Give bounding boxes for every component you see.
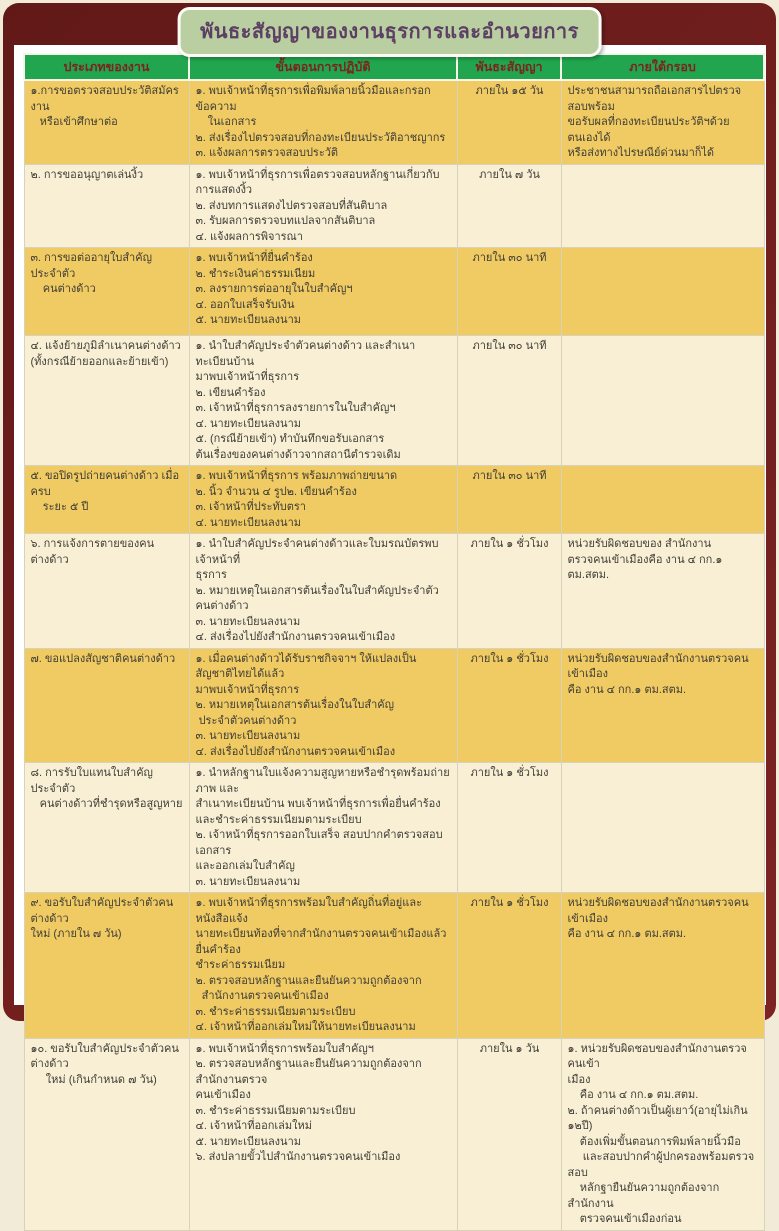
work-type-cell	[24, 1038, 189, 1230]
procedure-cell	[189, 1038, 457, 1230]
cell-line: ๔. เจ้าหน้าที่ออกเล่มใหม่ให้นายทะเบียนลงนาม	[195, 1021, 416, 1033]
table-body	[24, 80, 764, 1230]
framework-cell	[561, 248, 764, 336]
cell-line: ภายใน ๗ วัน	[479, 168, 540, 181]
cell-line: ๕. นายทะเบียนลงนาม	[195, 314, 302, 326]
cell-line: ๕. ขอปิดรูปถ่ายคนต่างด้าว เมื่อครบ	[30, 470, 180, 498]
cell-line: คือ งาน ๔ กก.๑ ตม.สตม.	[567, 1089, 699, 1101]
framework-cell	[561, 336, 764, 466]
column-header-work-type: ประเภทของงาน	[24, 54, 189, 80]
cell-line: ๑. นำหลักฐานใบแจ้งความสูญหายหรือชำรุดพร้อมถ่ายภาพ และ	[195, 767, 450, 795]
cell-line: ๓. รับผลการตรวจบทแปลจากสันติบาล	[195, 215, 376, 227]
cell-line: ในเอกสาร	[195, 116, 257, 128]
procedure-cell	[189, 466, 457, 534]
cell-line: หรือเข้าศึกษาต่อ	[30, 116, 118, 128]
procedure-cell	[189, 534, 457, 649]
procedure-cell	[189, 80, 457, 164]
cell-line: ๒. ตรวจสอบหลักฐานและยืนยันความถูกต้องจาก	[195, 974, 422, 987]
framework-cell	[561, 80, 764, 164]
cell-line: ๘. การรับใบแทนใบสำคัญประจำตัว	[30, 767, 153, 795]
cell-line: ๖. การแจ้งการตายของคนต่างด้าว	[30, 538, 155, 566]
procedure-cell	[189, 893, 457, 1039]
cell-line: คนต่างด้าวที่ชำรุดหรือสูญหาย	[30, 798, 183, 810]
cell-line: ภายใน ๓๐ นาที	[472, 340, 547, 352]
cell-line: (ทั้งกรณีย้ายออกและย้ายเข้า)	[30, 355, 169, 368]
cell-line: สำเนาทะเบียนบ้าน พบเจ้าหน้าที่ธุรการเพื่อยื่นคำร้อง	[195, 798, 441, 810]
cell-line: ๒. ถ้าคนต่างด้าวเป็นผู้เยาว์(อายุไม่เกิน ๑๒ปี)	[567, 1104, 751, 1132]
table-row	[24, 80, 764, 164]
cell-line: ๗. ขอแปลงสัญชาติคนต่างด้าว	[30, 652, 176, 665]
cell-line: ๑. พบเจ้าหน้าที่ธุรการเพื่อตรวจสอบหลักฐานเกี่ยวกับการแสดงงิ้ว	[195, 168, 440, 196]
table-row	[24, 336, 764, 466]
cell-line: ภายใน ๑ ชั่วโมง	[470, 652, 549, 665]
cell-line: ๒. เจ้าหน้าที่ธุรการออกใบเสร็จ สอบปากคำตรวจสอบเอกสาร	[195, 829, 443, 857]
cell-line: ๔. ออกใบเสร็จรับเงิน	[195, 298, 295, 311]
commitment-cell	[457, 80, 561, 164]
work-type-cell	[24, 248, 189, 336]
cell-line: ๑. หน่วยรับผิดชอบของสำนักงานตรวจคนเข้า	[567, 1042, 747, 1070]
cell-line: และสอบปากคำผู้ปกครองพร้อมตรวจสอบ	[567, 1151, 755, 1179]
procedure-cell	[189, 336, 457, 466]
commitment-cell	[457, 466, 561, 534]
cell-line: ภายใน ๑ วัน	[479, 1042, 540, 1055]
cell-line: ๑. พบเจ้าหน้าที่ธุรการพร้อมใบสำคัญฯ	[195, 1042, 374, 1055]
cell-line: คนเข้าเมือง	[195, 1089, 251, 1101]
cell-line: ๓. ชำระค่าธรรมเนียมตามระเบียบ	[195, 1005, 356, 1018]
column-header-framework: ภายใต้กรอบ	[561, 54, 764, 80]
cell-line: ใหม่ (ภายใน ๗ วัน)	[30, 928, 122, 940]
procedure-cell	[189, 763, 457, 893]
procedure-cell	[189, 248, 457, 336]
cell-line: ๖. ส่งปลายขั้วไปสำนักงานตรวจคนเข้าเมือง	[195, 1151, 401, 1163]
cell-line: ๙. ขอรับใบสำคัญประจำตัวคนต่างด้าว	[30, 897, 174, 925]
cell-line: ประชาชนสามารถถือเอกสารไปตรวจสอบพร้อม	[567, 85, 742, 113]
cell-line: ขอรับผลที่กองทะเบียนประวัติฯด้วยตนเองได้	[567, 116, 730, 144]
page-title	[177, 7, 602, 57]
cell-line: มาพบเจ้าหน้าที่ธุรการ	[195, 683, 300, 696]
cell-line: ๓. การขอต่ออายุใบสำคัญ ประจำตัว	[30, 252, 156, 280]
cell-line: ภายใน ๓๐ นาที	[472, 470, 547, 482]
work-type-cell	[24, 336, 189, 466]
cell-line: คือ งาน ๔ กก.๑ ตม.สตม.	[567, 928, 687, 940]
cell-line: สำนักงานตรวจคนเข้าเมือง	[195, 990, 329, 1002]
cell-line: มาพบเจ้าหน้าที่ธุรการ	[195, 371, 300, 383]
cell-line: ๑. พบเจ้าหน้าที่ยื่นคำร้อง	[195, 252, 313, 264]
work-type-cell	[24, 763, 189, 893]
commitment-cell	[457, 648, 561, 763]
page-title-text: พันธะสัญญาของงานธุรการและอำนวยการ	[200, 21, 579, 43]
cell-line: ๓. แจ้งผลการตรวจสอบประวัติ	[195, 147, 339, 159]
cell-line: นายทะเบียนท้องที่จากสำนักงานตรวจคนเข้าเมืองแล้วยื่นคำร้อง	[195, 928, 447, 956]
cell-line: ใหม่ (เกินกำหนด ๗ วัน)	[30, 1073, 157, 1086]
commitments-table	[23, 53, 765, 1231]
cell-line: ประจำตัวคนต่างด้าว	[195, 714, 297, 727]
cell-line: ๑. เมื่อคนต่างด้าวได้รับราชกิจจาฯ ให้แปลงเป็นสัญชาติไทยได้แล้ว	[195, 652, 417, 680]
cell-line: ๔. ส่งเรื่องไปยังสำนักงานตรวจคนเข้าเมือง	[195, 745, 396, 758]
page-background	[3, 3, 776, 1225]
cell-line: ๕. นายทะเบียนลงนาม	[195, 1135, 302, 1148]
cell-line: ๓. นายทะเบียนลงนาม	[195, 730, 301, 742]
cell-line: ชำระค่าธรรมเนียม	[195, 959, 286, 971]
cell-line: หน่วยรับผิดชอบของ สำนักงาน	[567, 538, 712, 550]
commitment-cell	[457, 1038, 561, 1230]
commitment-cell	[457, 248, 561, 336]
framework-cell	[561, 763, 764, 893]
cell-line: ๑. พบเจ้าหน้าที่ธุรการ พร้อมภาพถ่ายขนาด	[195, 470, 398, 482]
cell-line: ๑. นำใบสำคัญประจำตัวคนต่างด้าว และสำเนาทะเบียนบ้าน	[195, 340, 416, 368]
cell-line: ต้นเรื่องของคนต่างด้าวจากสถานีตำรวจเดิม	[195, 448, 401, 461]
header-row	[24, 54, 764, 80]
cell-line: ภายใน ๑ ชั่วโมง	[470, 538, 549, 550]
work-type-cell	[24, 80, 189, 164]
cell-line: ๓. เจ้าหน้าที่ประทับตรา	[195, 501, 306, 513]
cell-line: ๒. เขียนคำร้อง	[195, 386, 266, 399]
cell-line: ๓. นายทะเบียนลงนาม	[195, 875, 301, 888]
commitment-cell	[457, 164, 561, 248]
cell-line: ๓. ชำระค่าธรรมเนียมตามระเบียบ	[195, 1104, 356, 1117]
cell-line: ๑.การขอตรวจสอบประวัติสมัครงาน	[30, 85, 179, 113]
cell-line: และชำระค่าธรรมเนียมตามระเบียบ	[195, 813, 362, 826]
procedure-cell	[189, 164, 457, 248]
cell-line: คือ งาน ๔ กก.๑ ตม.สตม.	[567, 683, 687, 696]
cell-line: ๔. นายทะเบียนลงนาม	[195, 417, 302, 430]
cell-line: หน่วยรับผิดชอบของสำนักงานตรวจคนเข้าเมือง	[567, 652, 749, 680]
cell-line: ๔. ส่งเรื่องไปยังสำนักงานตรวจคนเข้าเมือง	[195, 631, 396, 643]
cell-line: ๔. แจ้งย้ายภูมิลำเนาคนต่างด้าว	[30, 340, 181, 352]
cell-line: ๒. ส่งเรื่องไปตรวจสอบที่กองทะเบียนประวัติอาชญากร	[195, 131, 446, 144]
commitment-cell	[457, 893, 561, 1039]
framework-cell	[561, 648, 764, 763]
table-row	[24, 763, 764, 893]
cell-line: ๓. เจ้าหน้าที่ธุรการลงรายการในใบสำคัญฯ	[195, 402, 396, 414]
cell-line: ตรวจคนเข้าเมืองก่อน	[567, 1213, 682, 1225]
cell-line: ๑. นำใบสำคัญประจำคนต่างด้าวและใบมรณบัตรพบเจ้าหน้าที่	[195, 538, 439, 566]
table-panel	[14, 45, 766, 1225]
table-header	[24, 54, 764, 80]
work-type-cell	[24, 534, 189, 649]
table-row	[24, 466, 764, 534]
cell-line: ๒. นิ้ว จำนวน ๔ รูป๒. เขียนคำร้อง	[195, 485, 357, 498]
cell-line: ๑. พบเจ้าหน้าที่ธุรการพร้อมใบสำคัญถิ่นที่อยู่และหนังสือแจ้ง	[195, 897, 422, 925]
cell-line: ธุรการ	[195, 569, 227, 581]
framework-cell	[561, 893, 764, 1039]
work-type-cell	[24, 164, 189, 248]
cell-line: ๑๐. ขอรับใบสำคัญประจำตัวคนต่างด้าว	[30, 1042, 179, 1070]
cell-line: ๒. ส่งบทการแสดงไปตรวจสอบที่สันติบาล	[195, 199, 388, 212]
cell-line: ตรวจคนเข้าเมืองคือ งาน ๔ กก.๑ ตม.สตม.	[567, 553, 726, 581]
commitment-cell	[457, 336, 561, 466]
cell-line: ต้องเพิ่มขั้นตอนการพิมพ์ลายนิ้วมือ	[567, 1135, 741, 1148]
cell-line: หลักฐายืนยันความถูกต้องจากสำนักงาน	[567, 1182, 720, 1210]
cell-line: ภายใน ๓๐ นาที	[472, 252, 547, 264]
cell-line: ๔. นายทะเบียนลงนาม	[195, 516, 302, 529]
cell-line: ๔. แจ้งผลการพิจารณา	[195, 230, 303, 243]
cell-line: ๔. เจ้าหน้าที่ออกเล่มใหม่	[195, 1120, 313, 1132]
cell-line: ภายใน ๑ ชั่วโมง	[470, 897, 549, 909]
commitment-cell	[457, 534, 561, 649]
cell-line: หน่วยรับผิดชอบของสำนักงานตรวจคนเข้าเมือง	[567, 897, 749, 925]
work-type-cell	[24, 893, 189, 1039]
cell-line: ระยะ ๕ ปี	[30, 501, 89, 513]
table-row	[24, 1038, 764, 1230]
cell-line: และออกเล่มใบสำคัญ	[195, 860, 295, 872]
work-type-cell	[24, 648, 189, 763]
work-type-cell	[24, 466, 189, 534]
cell-line: ภายใน ๑๕ วัน	[475, 85, 544, 97]
cell-line: ๒. ตรวจสอบหลักฐานและยืนยันความถูกต้องจากสำนักงานตรวจ	[195, 1058, 422, 1086]
framework-cell	[561, 164, 764, 248]
column-header-commitment: พันธะสัญญา	[457, 54, 561, 80]
cell-line: ๒. หมายเหตุในเอกสารต้นเรื่องในใบสำคัญประจำตัวคนต่างด้าว	[195, 584, 439, 612]
table-row	[24, 248, 764, 336]
table-row	[24, 164, 764, 248]
cell-line: ๕. (กรณีย้ายเข้า) ทำบันทึกขอรับเอกสาร	[195, 433, 385, 445]
cell-line: คนต่างด้าว	[30, 283, 96, 295]
cell-line: เมือง	[567, 1073, 591, 1086]
framework-cell	[561, 1038, 764, 1230]
framework-cell	[561, 466, 764, 534]
cell-line: หรือส่งทางไปรษณีย์ด่วนมาก็ได้	[567, 147, 715, 159]
cell-line: ภายใน ๑ ชั่วโมง	[470, 767, 549, 779]
table-row	[24, 893, 764, 1039]
cell-line: ๒. หมายเหตุในเอกสารต้นเรื่องในใบสำคัญ	[195, 699, 395, 711]
cell-line: ๑. พบเจ้าหน้าที่ธุรการเพื่อพิมพ์ลายนิ้วมือและกรอกข้อความ	[195, 85, 431, 113]
cell-line: ๓. ลงรายการต่ออายุในใบสำคัญฯ	[195, 283, 353, 295]
cell-line: ๓. นายทะเบียนลงนาม	[195, 615, 301, 628]
cell-line: ๒. การขออนุญาตเล่นงิ้ว	[30, 168, 144, 181]
commitment-cell	[457, 763, 561, 893]
procedure-cell	[189, 648, 457, 763]
table-row	[24, 648, 764, 763]
column-header-procedure: ขั้นตอนการปฏิบัติ	[189, 54, 457, 80]
framework-cell	[561, 534, 764, 649]
table-row	[24, 534, 764, 649]
cell-line: ๒. ชำระเงินค่าธรรมเนียม	[195, 267, 316, 280]
